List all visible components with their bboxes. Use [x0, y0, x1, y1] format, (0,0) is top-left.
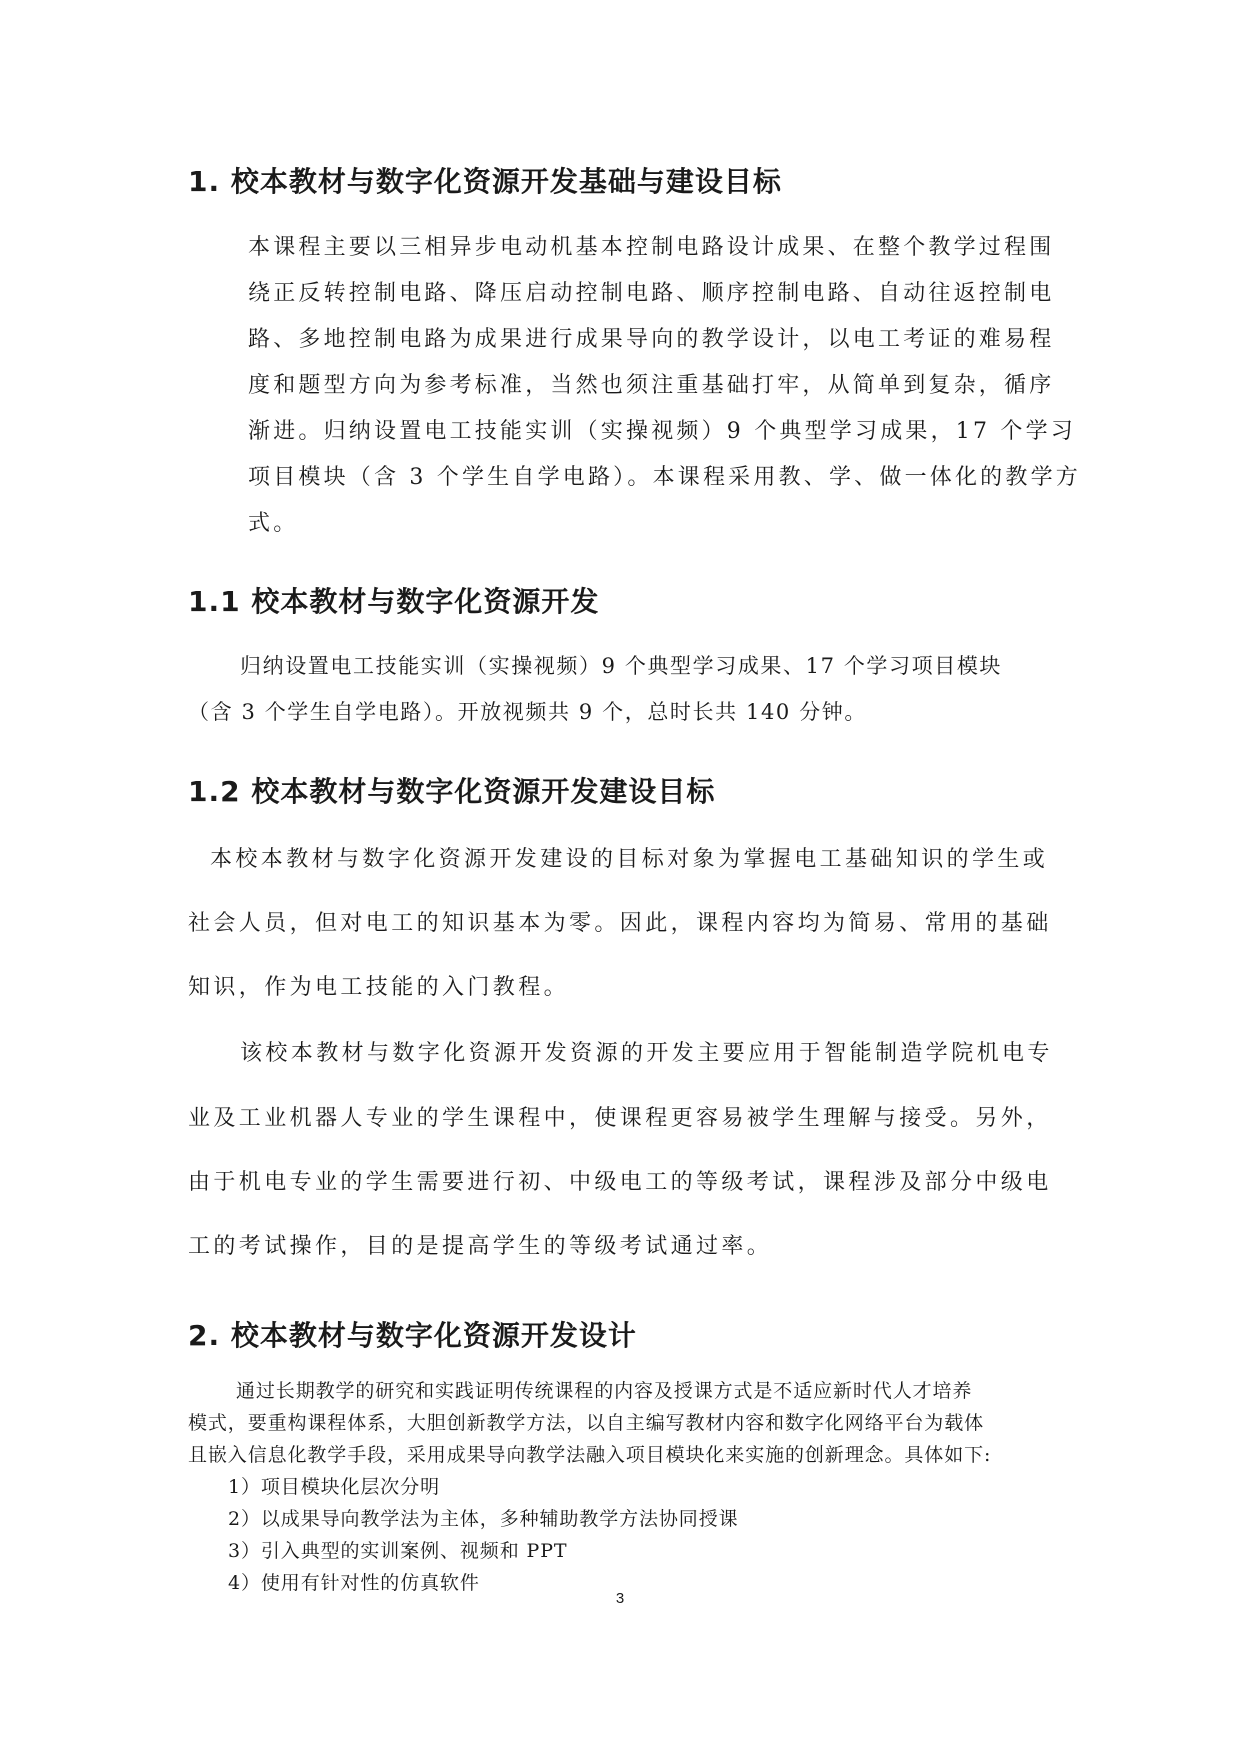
paragraph-line: 工的考试操作，目的是提高学生的等级考试通过率。: [188, 1234, 773, 1259]
paragraph-line: 渐进。归纳设置电工技能实训（实操视频）9 个典型学习成果，17 个学习: [248, 419, 1076, 444]
paragraph-line: 且嵌入信息化教学手段，采用成果导向教学法融入项目模块化来实施的创新理念。具体如下:: [188, 1444, 992, 1466]
paragraph-line: 本课程主要以三相异步电动机基本控制电路设计成果、在整个教学过程围: [248, 235, 1055, 260]
page-number: 3: [615, 1590, 625, 1607]
list-item: 3）引入典型的实训案例、视频和 PPT: [228, 1540, 568, 1562]
section-heading: 1.2 校本教材与数字化资源开发建设目标: [188, 775, 716, 808]
section-heading: 2. 校本教材与数字化资源开发设计: [188, 1319, 637, 1352]
section-heading: 1.1 校本教材与数字化资源开发: [188, 585, 600, 618]
paragraph-line: 社会人员，但对电工的知识基本为零。因此，课程内容均为简易、常用的基础: [188, 911, 1052, 936]
list-item: 1）项目模块化层次分明: [228, 1476, 440, 1498]
paragraph-line: （含 3 个学生自学电路）。开放视频共 9 个，总时长共 140 分钟。: [188, 700, 867, 724]
list-item: 2）以成果导向教学法为主体，多种辅助教学方法协同授课: [228, 1508, 739, 1530]
paragraph-line: 归纳设置电工技能实训（实操视频）9 个典型学习成果、17 个学习项目模块: [240, 654, 1003, 678]
list-item: 4）使用有针对性的仿真软件: [228, 1572, 480, 1594]
section-heading: 1. 校本教材与数字化资源开发基础与建设目标: [188, 165, 782, 198]
paragraph-line: 知识，作为电工技能的入门教程。: [188, 975, 570, 1000]
paragraph-line: 度和题型方向为参考标准，当然也须注重基础打牢，从简单到复杂，循序: [248, 373, 1055, 398]
paragraph-line: 路、多地控制电路为成果进行成果导向的教学设计，以电工考证的难易程: [248, 327, 1055, 352]
paragraph-line: 绕正反转控制电路、降压启动控制电路、顺序控制电路、自动往返控制电: [248, 281, 1055, 306]
paragraph-line: 式。: [248, 511, 299, 536]
paragraph-line: 项目模块（含 3 个学生自学电路）。本课程采用教、学、做一体化的教学方: [248, 465, 1081, 490]
paragraph-line: 本校本教材与数字化资源开发建设的目标对象为掌握电工基础知识的学生或: [210, 847, 1049, 872]
paragraph-line: 由于机电专业的学生需要进行初、中级电工的等级考试，课程涉及部分中级电: [188, 1170, 1052, 1195]
paragraph-line: 模式，要重构课程体系，大胆创新教学方法，以自主编写教材内容和数字化网络平台为载体: [188, 1412, 985, 1434]
paragraph-line: 通过长期教学的研究和实践证明传统课程的内容及授课方式是不适应新时代人才培养: [236, 1380, 973, 1402]
paragraph-line: 该校本教材与数字化资源开发资源的开发主要应用于智能制造学院机电专: [240, 1041, 1053, 1066]
paragraph-line: 业及工业机器人专业的学生课程中，使课程更容易被学生理解与接受。另外，: [188, 1106, 1052, 1131]
